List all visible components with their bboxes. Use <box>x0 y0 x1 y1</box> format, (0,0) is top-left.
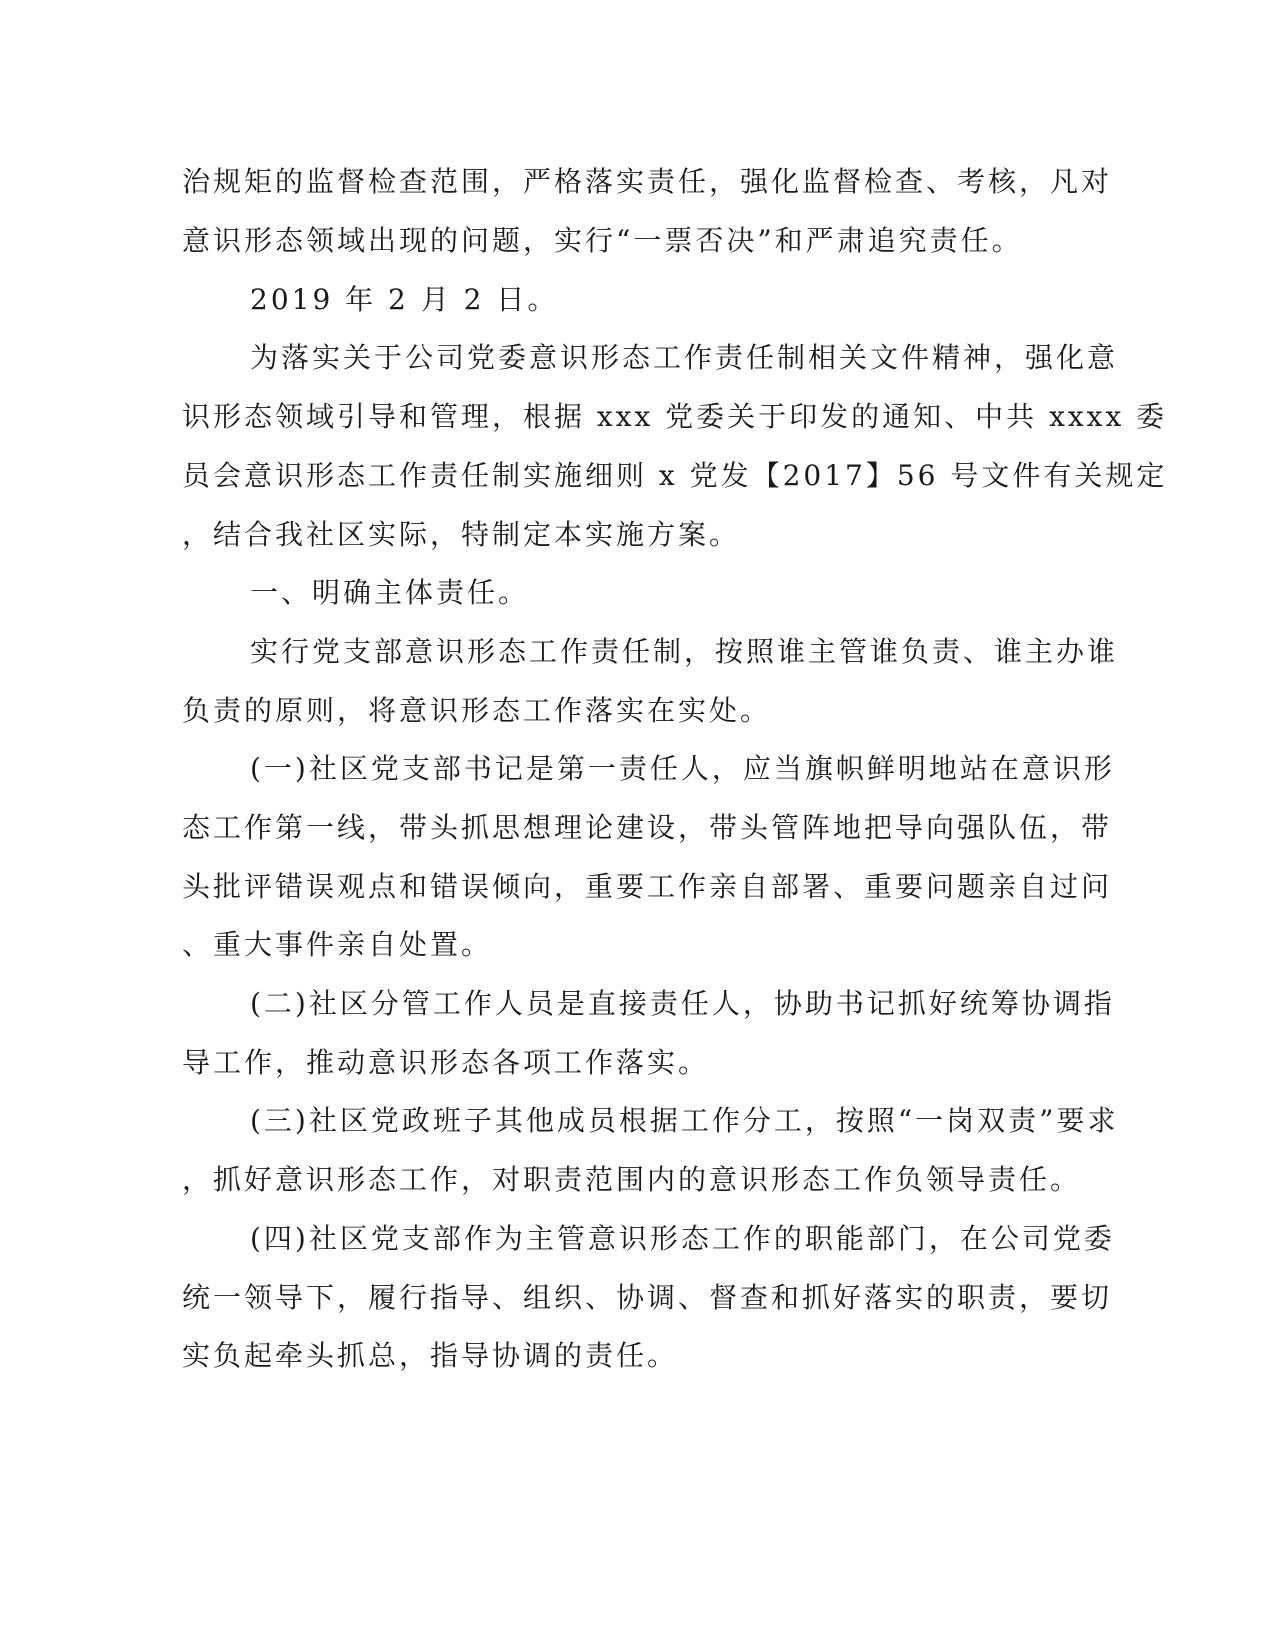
date-line: 2019 年 2 月 2 日。 <box>250 283 559 316</box>
text-line: ，结合我社区实际，特制定本实施方案。 <box>182 518 741 551</box>
text-line: 头批评错误观点和错误倾向，重要工作亲自部署、重要问题亲自过问 <box>182 870 1113 903</box>
text-line: 为落实关于公司党委意识形态工作责任制相关文件精神，强化意 <box>250 341 1119 374</box>
text-line: (二)社区分管工作人员是直接责任人，协助书记抓好统筹协调指 <box>250 987 1115 1020</box>
text-line: ，抓好意识形态工作，对职责范围内的意识形态工作负领导责任。 <box>182 1163 1082 1196</box>
text-line: 态工作第一线，带头抓思想理论建设，带头管阵地把导向强队伍，带 <box>182 811 1113 844</box>
text-line: 意识形态领域出现的问题，实行“一票否决”和严肃追究责任。 <box>182 224 1023 257</box>
text-line: 治规矩的监督检查范围，严格落实责任，强化监督检查、考核，凡对 <box>182 165 1113 198</box>
text-line: 识形态领域引导和管理，根据 xxx 党委关于印发的通知、中共 xxxx 委 <box>182 400 1168 433</box>
text-line: 实负起牵头抓总，指导协调的责任。 <box>182 1339 679 1372</box>
text-line: 导工作，推动意识形态各项工作落实。 <box>182 1046 710 1079</box>
text-line: 负责的原则，将意识形态工作落实在实处。 <box>182 694 772 727</box>
section-heading: 一、明确主体责任。 <box>250 576 530 609</box>
text-line: (四)社区党支部作为主管意识形态工作的职能部门，在公司党委 <box>250 1222 1115 1255</box>
text-line: (三)社区党政班子其他成员根据工作分工，按照“一岗双责”要求 <box>250 1104 1119 1137</box>
text-line: 实行党支部意识形态工作责任制，按照谁主管谁负责、谁主办谁 <box>250 635 1119 668</box>
text-line: 、重大事件亲自处置。 <box>182 928 493 961</box>
text-line: 统一领导下，履行指导、组织、协调、督查和抓好落实的职责，要切 <box>182 1281 1113 1314</box>
text-line: 员会意识形态工作责任制实施细则 x 党发【2017】56 号文件有关规定 <box>182 459 1168 492</box>
text-line: (一)社区党支部书记是第一责任人，应当旗帜鲜明地站在意识形 <box>250 752 1115 785</box>
